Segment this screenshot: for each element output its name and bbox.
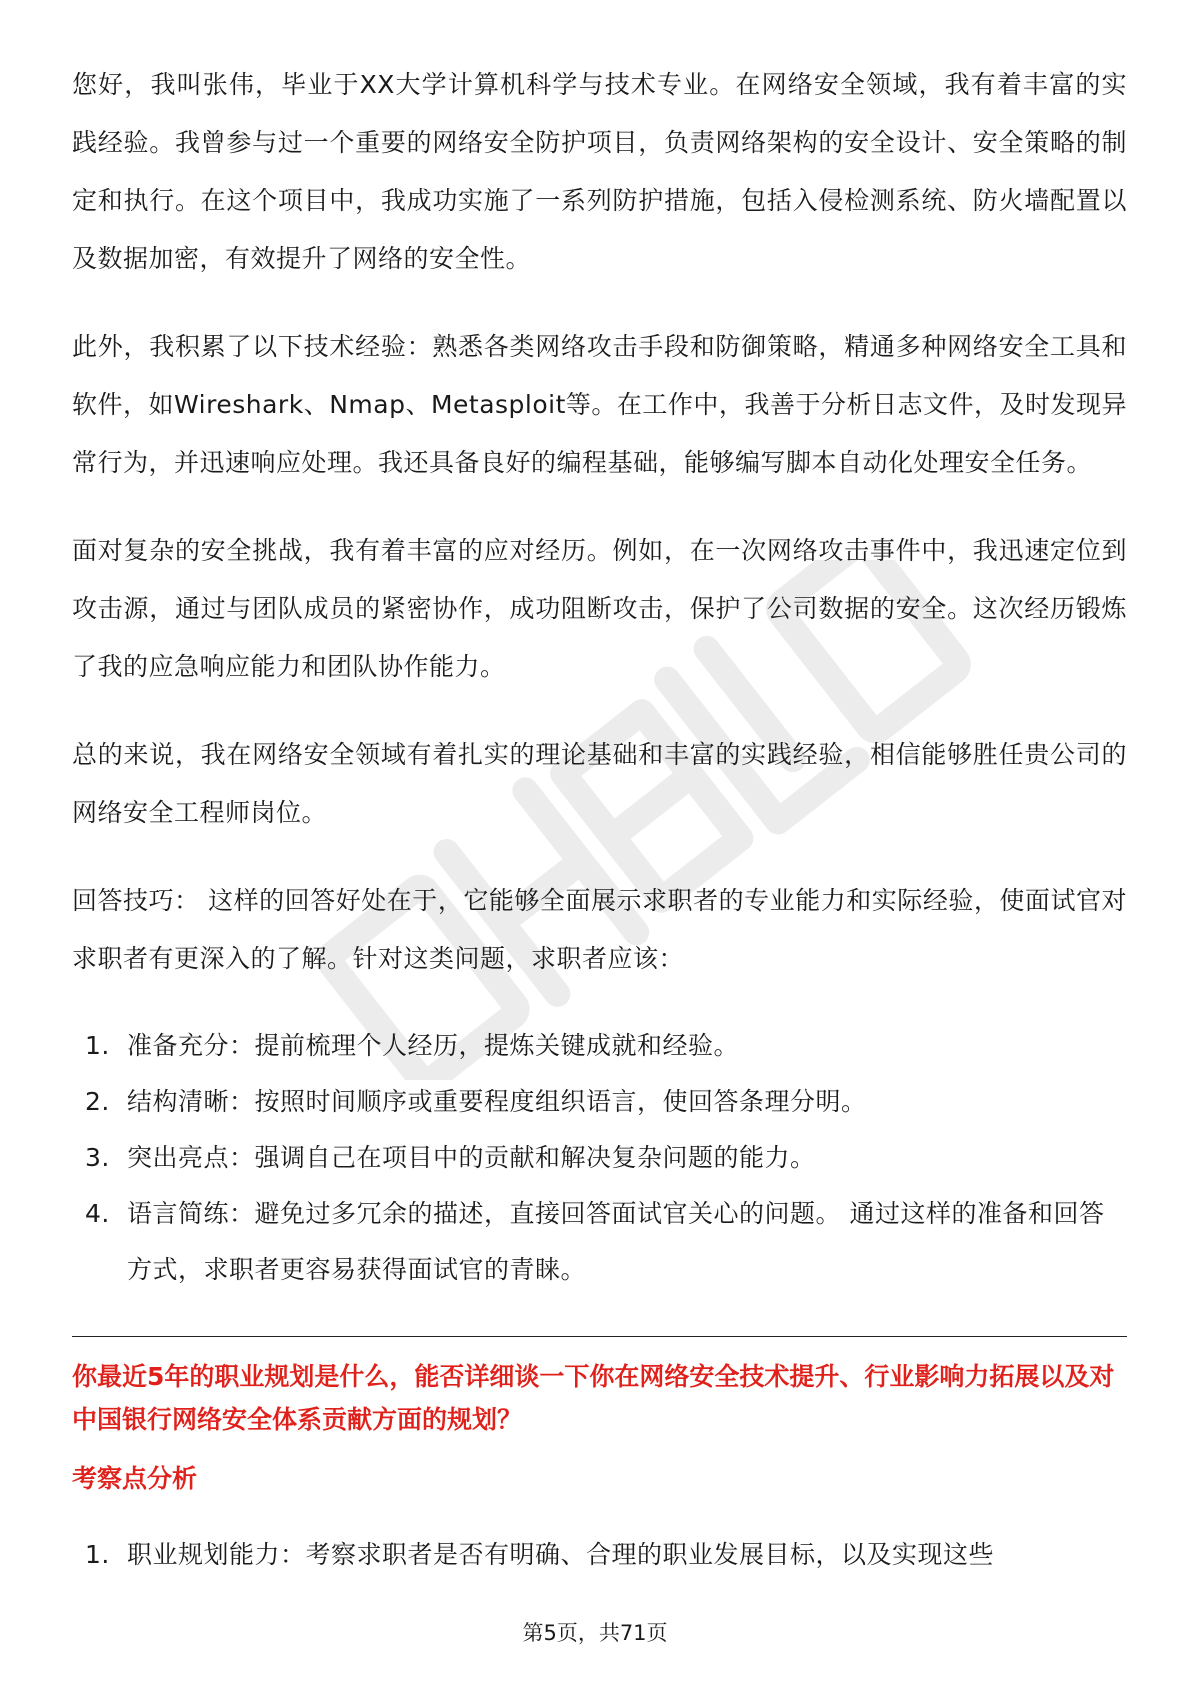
list-item <box>72 1535 1127 1575</box>
list-item-text: 突出亮点：强调自己在项目中的贡献和解决复杂问题的能力。 <box>127 1143 816 1172</box>
section-divider <box>72 1336 1127 1337</box>
list-item <box>72 1018 1127 1074</box>
list-item-number: 2. <box>85 1087 110 1116</box>
page-number-footer: 第5页，共71页 <box>522 1621 668 1645</box>
analysis-list <box>72 1535 1127 1575</box>
list-item-number: 4. <box>85 1199 110 1228</box>
tips-list <box>72 1018 1127 1298</box>
paragraph-answer-tips: 回答技巧： 这样的回答好处在于，它能够全面展示求职者的专业能力和实际经验，使面试官对求职者有更深入的了解。针对这类问题，求职者应该： <box>72 886 1127 973</box>
document-content <box>72 56 1127 1575</box>
list-item-text: 语言简练：避免过多冗余的描述，直接回答面试官关心的问题。 通过这样的准备和回答方式，求职者更容易获得面试官的青睐。 <box>127 1199 1105 1284</box>
list-item-text: 职业规划能力：考察求职者是否有明确、合理的职业发展目标，以及实现这些 <box>127 1540 995 1569</box>
list-item-number: 3. <box>85 1143 110 1172</box>
paragraph-summary: 总的来说，我在网络安全领域有着扎实的理论基础和丰富的实践经验，相信能够胜任贵公司的网络安全工程师岗位。 <box>72 740 1127 827</box>
analysis-heading: 考察点分析 <box>72 1464 198 1493</box>
list-item <box>72 1186 1127 1298</box>
paragraph-challenges: 面对复杂的安全挑战，我有着丰富的应对经历。例如，在一次网络攻击事件中，我迅速定位到攻击源，通过与团队成员的紧密协作，成功阻断攻击，保护了公司数据的安全。这次经历锻炼了我的应急响应能力和团队协作能力。 <box>72 536 1127 681</box>
paragraph-technical-experience: 此外，我积累了以下技术经验：熟悉各类网络攻击手段和防御策略，精通多种网络安全工具和软件，如Wireshark、Nmap、Metasploit等。在工作中，我善于分析日志文件，及时发现异常行为，并迅速响应处理。我还具备良好的编程基础，能够编写脚本自动化处理安全任务。 <box>72 332 1127 477</box>
list-item-number: 1. <box>85 1540 110 1569</box>
paragraph-intro: 您好，我叫张伟，毕业于XX大学计算机科学与技术专业。在网络安全领域，我有着丰富的实践经验。我曾参与过一个重要的网络安全防护项目，负责网络架构的安全设计、安全策略的制定和执行。在这个项目中，我成功实施了一系列防护措施，包括入侵检测系统、防火墙配置以及数据加密，有效提升了网络的安全性。 <box>72 70 1127 273</box>
interview-question: 你最近5年的职业规划是什么，能否详细谈一下你在网络安全技术提升、行业影响力拓展以及对中国银行网络安全体系贡献方面的规划？ <box>72 1362 1115 1434</box>
list-item-number: 1. <box>85 1031 110 1060</box>
list-item-text: 准备充分：提前梳理个人经历，提炼关键成就和经验。 <box>127 1031 740 1060</box>
list-item <box>72 1130 1127 1186</box>
list-item <box>72 1074 1127 1130</box>
list-item-text: 结构清晰：按照时间顺序或重要程度组织语言，使回答条理分明。 <box>127 1087 867 1116</box>
